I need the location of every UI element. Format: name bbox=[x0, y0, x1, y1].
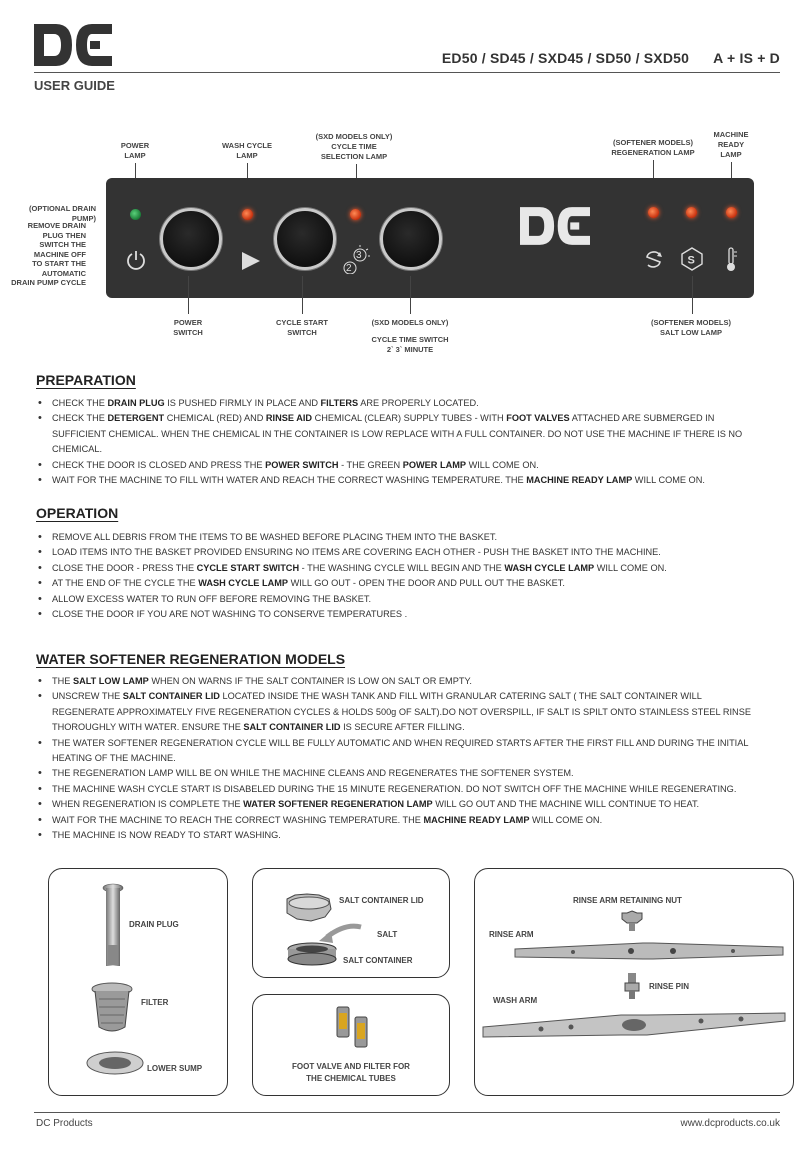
operation-item: • ALLOW EXCESS WATER TO RUN OFF BEFORE REMOVING THE BASKET. bbox=[36, 592, 766, 607]
salt-container-lid-caption: SALT CONTAINER LID bbox=[339, 896, 424, 905]
power-lamp-label: POWER LAMP bbox=[120, 141, 150, 160]
operation-item: • REMOVE ALL DEBRIS FROM THE ITEMS TO BE WASHED BEFORE PLACING THEM INTO THE BASKET. bbox=[36, 530, 766, 545]
dc-logo bbox=[34, 22, 112, 68]
cycle-start-leader bbox=[302, 276, 303, 314]
rinse-arm-nut-caption: RINSE ARM RETAINING NUT bbox=[573, 896, 682, 905]
thermometer-icon bbox=[722, 246, 740, 272]
sxd-models-only-label: (SXD MODELS ONLY) bbox=[371, 318, 449, 327]
cycle-time-leader bbox=[410, 276, 411, 314]
preparation-item: • CHECK THE DRAIN PLUG IS PUSHED FIRMLY IN PLACE AND FILTERS ARE PROPERLY LOCATED. bbox=[36, 396, 766, 411]
machine-ready-lamp bbox=[726, 207, 737, 218]
power-switch[interactable] bbox=[160, 208, 222, 270]
preparation-item: • WAIT FOR THE MACHINE TO FILL WITH WATER AND REACH THE CORRECT WASHING TEMPERATURE. THE MACHINE READY LAMP WILL COME ON. bbox=[36, 473, 766, 488]
salt-low-lamp-label: (SOFTENER MODELS) SALT LOW LAMP bbox=[651, 318, 731, 337]
cycle-time-switch[interactable] bbox=[380, 208, 442, 270]
rinse-arm-nut-image bbox=[619, 909, 645, 933]
page-title: USER GUIDE bbox=[34, 78, 115, 93]
regeneration-lamp bbox=[648, 207, 659, 218]
softener-item: • THE WATER SOFTENER REGENERATION CYCLE WILL BE FULLY AUTOMATIC AND WHEN REQUIRED STARTS AFTER THE FIRST FILL AND DURING THE INITIAL HEATING OF THE MACHINE. bbox=[36, 736, 766, 767]
lower-sump-image bbox=[85, 1049, 145, 1081]
model-list: ED50 / SD45 / SXD45 / SD50 / SXD50 A + IS + D bbox=[441, 50, 780, 66]
wash-cycle-lamp bbox=[242, 209, 253, 220]
drain-plug-image bbox=[101, 883, 125, 973]
rinse-pin-image bbox=[623, 973, 641, 999]
operation-item: • AT THE END OF THE CYCLE THE WASH CYCLE LAMP WILL GO OUT - OPEN THE DOOR AND PULL OUT THE BASKET. bbox=[36, 576, 766, 591]
salt-container-image bbox=[285, 941, 339, 967]
cycle-time-selection-lamp-label: (SXD MODELS ONLY) CYCLE TIME SELECTION LAMP bbox=[315, 132, 393, 161]
footer-website[interactable]: www.dcproducts.co.uk bbox=[680, 1118, 780, 1129]
foot-valve-box bbox=[252, 994, 450, 1096]
operation-item: • CLOSE THE DOOR - PRESS THE CYCLE START SWITCH - THE WASHING CYCLE WILL BEGIN AND THE WASH CYCLE LAMP WILL COME ON. bbox=[36, 561, 766, 576]
salt-low-leader bbox=[692, 276, 693, 314]
control-panel bbox=[106, 178, 754, 298]
filter-image bbox=[89, 981, 135, 1037]
regeneration-lamp-label: (SOFTENER MODELS) REGENERATION LAMP bbox=[611, 138, 695, 157]
svg-text:S: S bbox=[687, 254, 695, 267]
wash-arm-image bbox=[481, 1005, 787, 1045]
svg-text:3: 3 bbox=[356, 250, 362, 261]
salt-icon bbox=[679, 246, 705, 272]
preparation-item: • CHECK THE DOOR IS CLOSED AND PRESS THE POWER SWITCH - THE GREEN POWER LAMP WILL COME ON. bbox=[36, 458, 766, 473]
filter-caption: FILTER bbox=[141, 998, 169, 1007]
power-icon bbox=[124, 248, 148, 272]
softener-item: • WAIT FOR THE MACHINE TO REACH THE CORRECT WASHING TEMPERATURE. THE MACHINE READY LAMP WILL COME ON. bbox=[36, 813, 766, 828]
preparation-heading: PREPARATION bbox=[36, 372, 136, 388]
cycle-start-switch[interactable] bbox=[274, 208, 336, 270]
salt-low-lamp bbox=[686, 207, 697, 218]
spray-arm-box bbox=[474, 868, 794, 1096]
drain-pump-note: REMOVE DRAIN PLUG THEN SWITCH THE MACHINE OFF TO START THE AUTOMATIC DRAIN PUMP CYCLE bbox=[11, 221, 86, 287]
softener-item: • THE SALT LOW LAMP WHEN ON WARNS IF THE SALT CONTAINER IS LOW ON SALT OR EMPTY. bbox=[36, 674, 766, 689]
foot-valve-caption: FOOT VALVE AND FILTER FOR THE CHEMICAL TUBES bbox=[292, 1062, 410, 1083]
panel-dc-logo bbox=[520, 204, 590, 248]
drain-parts-box bbox=[48, 868, 228, 1096]
power-lamp bbox=[130, 209, 141, 220]
play-icon bbox=[240, 250, 262, 272]
operation-item: • LOAD ITEMS INTO THE BASKET PROVIDED ENSURING NO ITEMS ARE COVERING EACH OTHER - PUSH THE BASKET INTO THE MACHINE. bbox=[36, 545, 766, 560]
preparation-item: • CHECK THE DETERGENT CHEMICAL (RED) AND RINSE AID CHEMICAL (CLEAR) SUPPLY TUBES - WITH FOOT VALVES ATTACHED ARE SUBMERGED IN SUFFICIENT CHEMICAL. WHEN THE CHEMICAL IN THE CONTAINER IS LOW REPLACE WITH A FULL CONTAINER. DO NOT USE THE MACHINE IF THERE IS NO CHEMICAL. bbox=[36, 411, 766, 457]
power-switch-label: POWER SWITCH bbox=[173, 318, 203, 337]
footer-company: DC Products bbox=[36, 1118, 93, 1129]
softener-item: • THE MACHINE WASH CYCLE START IS DISABELED DURING THE 15 MINUTE REGENERATION. DO NOT SWITCH OFF THE MACHINE WHILE REGENERATING. bbox=[36, 782, 766, 797]
svg-text:2: 2 bbox=[346, 263, 352, 274]
preparation-list bbox=[36, 396, 766, 488]
softener-list bbox=[36, 674, 766, 843]
softener-heading: WATER SOFTENER REGENERATION MODELS bbox=[36, 651, 346, 667]
softener-item: • THE MACHINE IS NOW READY TO START WASHING. bbox=[36, 828, 766, 843]
optional-drain-pump-label: (OPTIONAL DRAIN PUMP) bbox=[29, 204, 96, 223]
lower-sump-caption: LOWER SUMP bbox=[147, 1064, 203, 1073]
cycle-time-icon bbox=[342, 244, 372, 274]
regeneration-icon bbox=[642, 248, 666, 272]
wash-cycle-lamp-label: WASH CYCLE LAMP bbox=[221, 141, 272, 160]
foot-valve-image bbox=[331, 1005, 375, 1051]
rinse-pin-caption: RINSE PIN bbox=[649, 982, 690, 991]
rinse-arm-caption: RINSE ARM bbox=[489, 930, 534, 939]
operation-list bbox=[36, 530, 766, 622]
cycle-time-switch-label: CYCLE TIME SWITCH 2` 3` MINUTE bbox=[371, 335, 449, 354]
wash-arm-caption: WASH ARM bbox=[493, 996, 538, 1005]
header-divider bbox=[34, 72, 780, 73]
softener-item: • WHEN REGENERATION IS COMPLETE THE WATER SOFTENER REGENERATION LAMP WILL GO OUT AND THE MACHINE WILL CONTINUE TO HEAT. bbox=[36, 797, 766, 812]
softener-item: • UNSCREW THE SALT CONTAINER LID LOCATED INSIDE THE WASH TANK AND FILL WITH GRANULAR CATERING SALT ( THE SALT CONTAINER WILL REGENERATE APPROXIMATELY FIVE REGENERATION CYCLES & HOLDS 500g OF SALT).DO NOT OVERSPILL, IF SALT IS SPILT ONTO STAINLESS STEEL RINSE THOROUGHLY WITH WATER. ENSURE THE SALT CONTAINER LID IS SECURE AFTER FILLING. bbox=[36, 689, 766, 735]
drain-plug-caption: DRAIN PLUG bbox=[129, 920, 179, 929]
machine-ready-lamp-label: MACHINE READY LAMP bbox=[713, 130, 749, 159]
operation-heading: OPERATION bbox=[36, 505, 119, 521]
salt-container-box bbox=[252, 868, 450, 978]
rinse-arm-image bbox=[513, 937, 785, 965]
salt-caption: SALT bbox=[377, 930, 398, 939]
footer-divider bbox=[34, 1112, 780, 1113]
operation-item: • CLOSE THE DOOR IF YOU ARE NOT WASHING TO CONSERVE TEMPERATURES . bbox=[36, 607, 766, 622]
cycle-start-switch-label: CYCLE START SWITCH bbox=[276, 318, 328, 337]
cycle-time-selection-lamp bbox=[350, 209, 361, 220]
softener-item: • THE REGENERATION LAMP WILL BE ON WHILE THE MACHINE CLEANS AND REGENERATES THE SOFTENER SYSTEM. bbox=[36, 766, 766, 781]
salt-container-caption: SALT CONTAINER bbox=[343, 956, 413, 965]
power-switch-leader bbox=[188, 276, 189, 314]
